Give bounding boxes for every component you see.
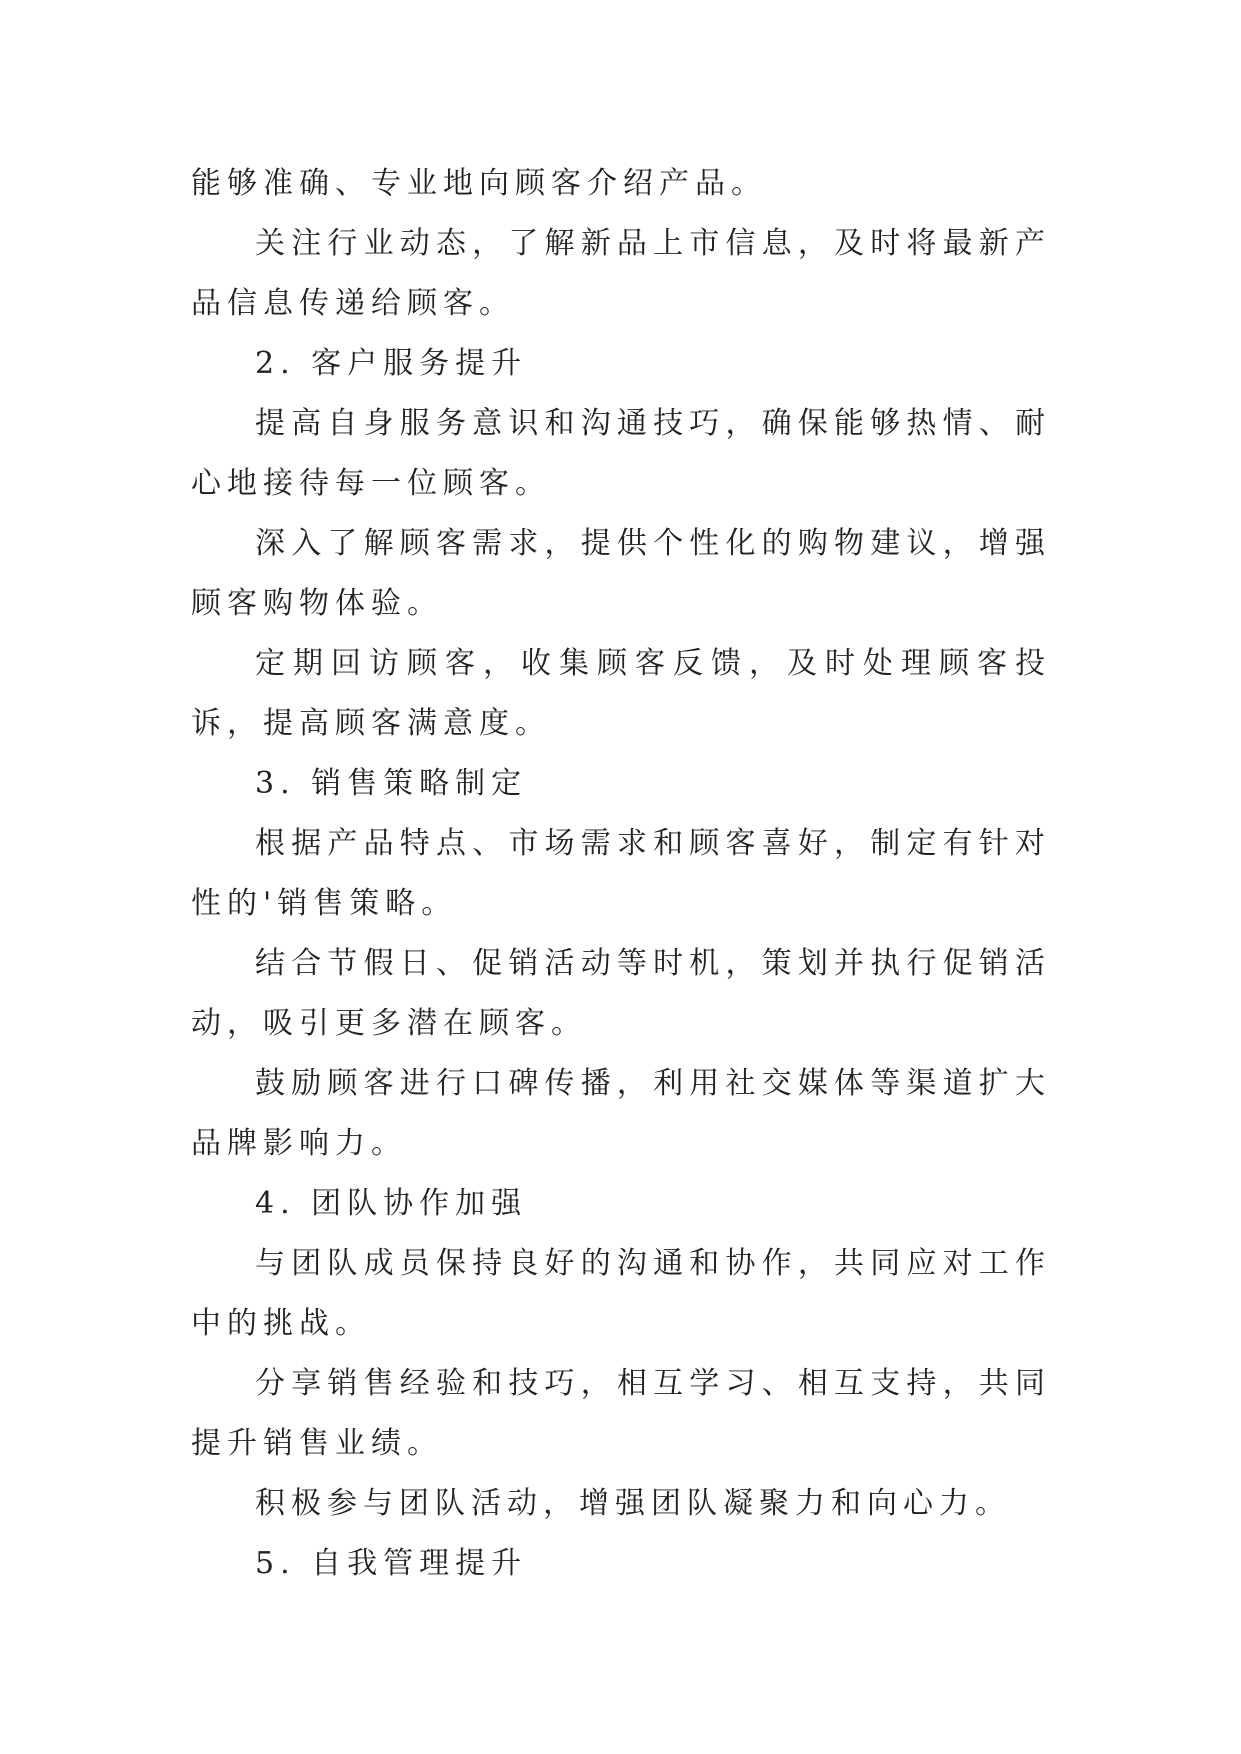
section-heading: 2. 客户服务提升 xyxy=(255,346,528,381)
paragraph: 能够准确、专业地向顾客介绍产品。 xyxy=(191,166,767,201)
paragraph: 根据产品特点、市场需求和顾客喜好，制定有针对性的'销售策略。 xyxy=(191,826,1051,921)
section-heading: 3. 销售策略制定 xyxy=(255,766,528,801)
paragraph: 分享销售经验和技巧，相互学习、相互支持，共同提升销售业绩。 xyxy=(191,1366,1051,1461)
paragraph: 积极参与团队活动，增强团队凝聚力和向心力。 xyxy=(255,1486,1011,1521)
section-heading: 4. 团队协作加强 xyxy=(255,1186,528,1221)
section-heading: 5. 自我管理提升 xyxy=(255,1546,528,1581)
paragraph: 提高自身服务意识和沟通技巧，确保能够热情、耐心地接待每一位顾客。 xyxy=(191,406,1051,501)
paragraph: 与团队成员保持良好的沟通和协作，共同应对工作中的挑战。 xyxy=(191,1246,1051,1341)
paragraph: 深入了解顾客需求，提供个性化的购物建议，增强顾客购物体验。 xyxy=(191,526,1051,621)
paragraph: 结合节假日、促销活动等时机，策划并执行促销活动，吸引更多潜在顾客。 xyxy=(191,946,1051,1041)
document-body xyxy=(191,154,1051,1594)
paragraph: 鼓励顾客进行口碑传播，利用社交媒体等渠道扩大品牌影响力。 xyxy=(191,1066,1051,1161)
paragraph: 定期回访顾客，收集顾客反馈，及时处理顾客投诉，提高顾客满意度。 xyxy=(191,646,1051,741)
paragraph: 关注行业动态，了解新品上市信息，及时将最新产品信息传递给顾客。 xyxy=(191,226,1051,321)
